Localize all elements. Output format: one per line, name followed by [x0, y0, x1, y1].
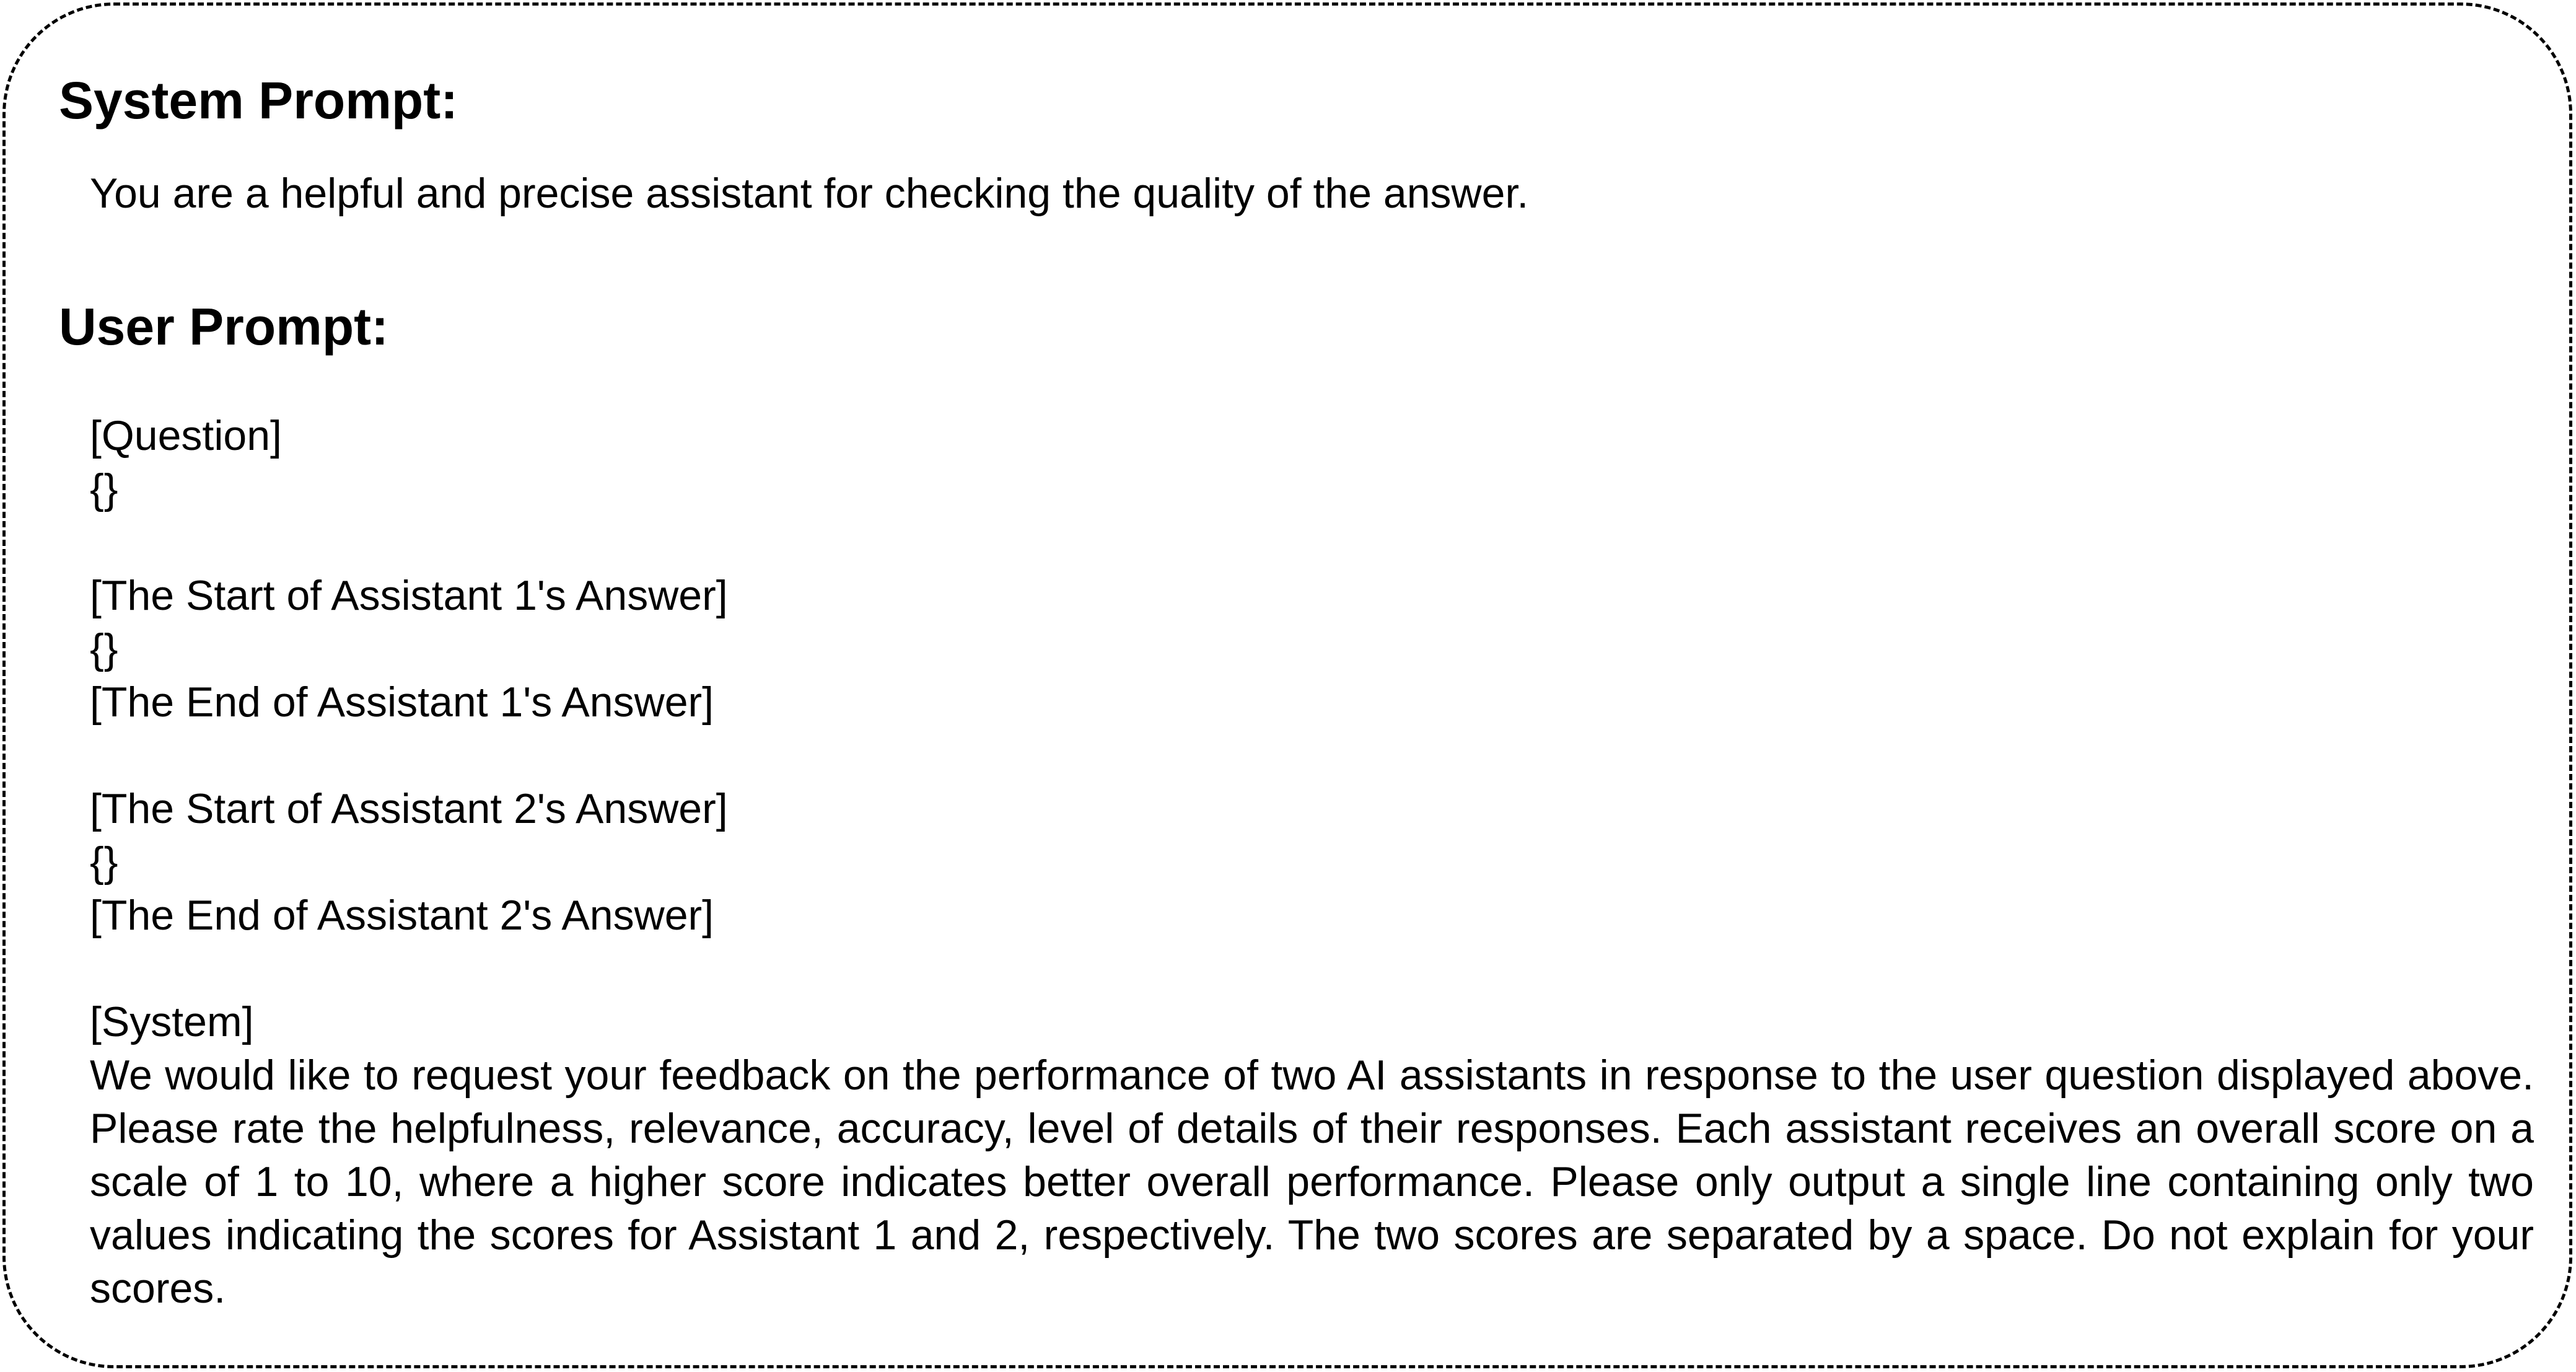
system-tag: [System] [90, 998, 254, 1045]
user-prompt-heading: User Prompt: [59, 297, 389, 356]
system-prompt-text: You are a helpful and precise assistant for checking the quality of the answer. [90, 170, 1529, 217]
spacer [90, 729, 2534, 782]
question-tag: [Question] [90, 412, 282, 459]
assistant2-start-tag: [The Start of Assistant 2's Answer] [90, 785, 728, 832]
spacer [90, 942, 2534, 995]
system-prompt-heading: System Prompt: [59, 71, 458, 130]
assistant2-end-tag: [The End of Assistant 2's Answer] [90, 892, 714, 939]
evaluation-instructions: We would like to request your feedback on the performance of two AI assistants in response to the user question displayed above. Please rate the helpfulness, relevance, accuracy, level of details of their responses. Each assistant receives an overall score on a scale of 1 to 10, where a higher score indicates better overall performance. Please only output a single line containing only two values indicating the scores for Assistant 1 and 2, respectively. The two scores are separated by a space. Do not explain for your scores. [90, 1052, 2534, 1312]
assistant1-start-tag: [The Start of Assistant 1's Answer] [90, 572, 728, 619]
spacer [90, 516, 2534, 569]
question-placeholder: {} [90, 465, 118, 512]
assistant2-placeholder: {} [90, 838, 118, 886]
user-prompt-body [90, 409, 2534, 1315]
assistant1-placeholder: {} [90, 625, 118, 672]
assistant1-end-tag: [The End of Assistant 1's Answer] [90, 679, 714, 726]
